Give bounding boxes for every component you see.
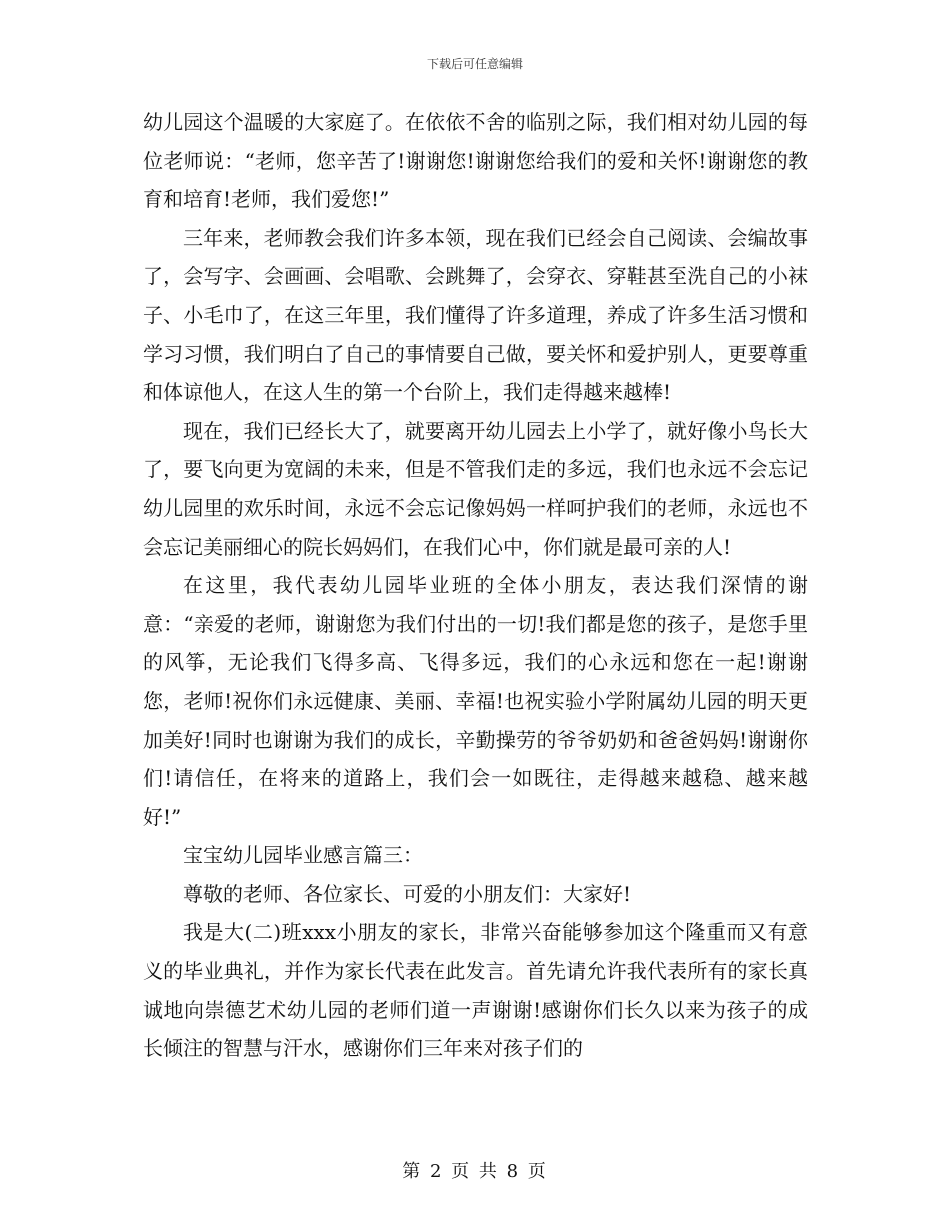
section-heading: 宝宝幼儿园毕业感言篇三： <box>183 843 423 868</box>
paragraph-3: 现在，我们已经长大了，就要离开幼儿园去上小学了，就好像小鸟长大了，要飞向更为宽阔的未来，但是不管我们走的多远，我们也永远不会忘记幼儿园里的欢乐时间，永远不会忘记像妈妈一样呵护我们的老师，永远也不会忘记美丽细心的院长妈妈们，在我们心中，你们就是最可亲的人! <box>143 418 808 559</box>
paragraph-2: 三年来，老师教会我们许多本领，现在我们已经会自己阅读、会编故事了，会写字、会画画、会唱歌、会跳舞了，会穿衣、穿鞋甚至洗自己的小袜子、小毛巾了，在这三年里，我们懂得了许多道理，养成了许多生活习惯和学习习惯，我们明白了自己的事情要自己做，要关怀和爱护别人，更要尊重和体谅他人，在这人生的第一个台阶上，我们走得越来越棒! <box>143 225 808 405</box>
paragraph-4: 在这里，我代表幼儿园毕业班的全体小朋友，表达我们深情的谢意：“亲爱的老师，谢谢您为我们付出的一切!我们都是您的孩子，是您手里的风筝，无论我们飞得多高、飞得多远，我们的心永远和您在一起!谢谢您，老师!祝你们永远健康、美丽、幸福!也祝实验小学附属幼儿园的明天更加美好!同时也谢谢为我们的成长，辛勤操劳的爷爷奶奶和爸爸妈妈!谢谢你们!请信任，在将来的道路上，我们会一如既往，走得越来越稳、越来越好!” <box>143 573 808 829</box>
document-body <box>143 103 808 1068</box>
page-footer: 第 2 页 共 8 页 <box>402 1161 548 1182</box>
salutation: 尊敬的老师、各位家长、可爱的小朋友们：大家好! <box>183 881 632 906</box>
paragraph-5: 我是大(二)班xxx小朋友的家长，非常兴奋能够参加这个隆重而又有意义的毕业典礼，并作为家长代表在此发言。首先请允许我代表所有的家长真诚地向崇德艺术幼儿园的老师们道一声谢谢!感谢你们长久以来为孩子的成长倾注的智慧与汗水，感谢你们三年来对孩子们的 <box>143 920 808 1061</box>
page-header: 下载后可任意编辑 <box>426 57 523 71</box>
paragraph-1: 幼儿园这个温暖的大家庭了。在依依不舍的临别之际，我们相对幼儿园的每位老师说：“老师，您辛苦了!谢谢您!谢谢您给我们的爱和关怀!谢谢您的教育和培育!老师，我们爱您!” <box>143 110 808 212</box>
